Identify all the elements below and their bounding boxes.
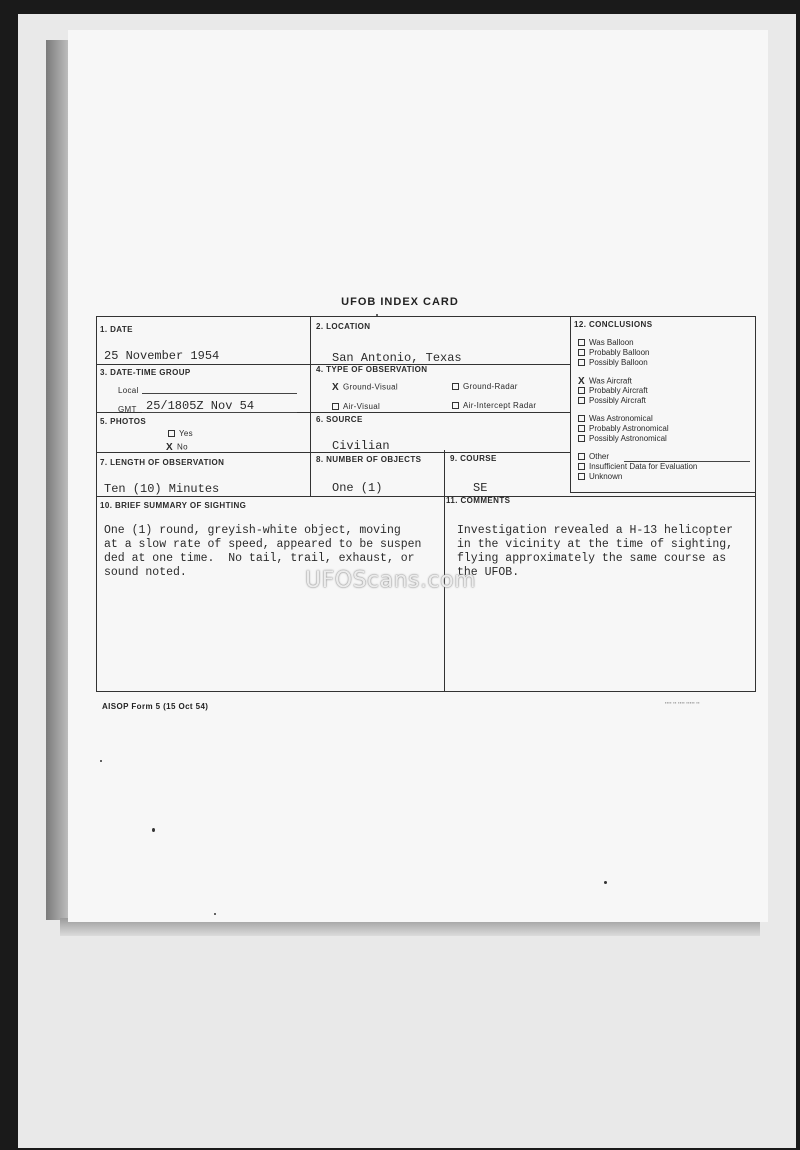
checkbox-icon [578,435,585,442]
conclusion-other: Other [578,452,609,461]
option-air-intercept-radar: Air-Intercept Radar [452,401,536,410]
checkbox-icon [578,339,585,346]
divider [310,316,311,496]
source-label: 6. SOURCE [316,415,363,424]
scan-speck [376,314,378,316]
conclusion-was-aircraft: X Was Aircraft [578,376,632,387]
checkbox-icon [332,403,339,410]
checkbox-icon [452,383,459,390]
scan-speck [152,828,155,832]
date-value: 25 November 1954 [104,349,220,363]
number-of-objects-label: 8. NUMBER OF OBJECTS [316,455,422,464]
conclusion-unknown: Unknown [578,472,622,481]
conclusion-probably-astronomical: Probably Astronomical [578,424,669,433]
scan-speck [214,913,216,915]
local-label: Local [118,386,139,395]
brief-summary-text: One (1) round, greyish-white object, moving at a slow rate of speed, appeared to be suspen ded at one time. No tail, trail, exhaust, or sound noted. [104,524,422,579]
checkmark-x-icon: X [166,442,173,453]
conclusion-possibly-balloon: Possibly Balloon [578,358,648,367]
conclusion-was-astronomical: Was Astronomical [578,414,653,423]
option-air-visual: Air-Visual [332,402,380,411]
gmt-label: GMT [118,405,137,414]
conclusions-label: 12. CONCLUSIONS [574,320,653,329]
date-time-group-label: 3. DATE-TIME GROUP [100,368,191,377]
location-label: 2. LOCATION [316,322,371,331]
form-id: AISOP Form 5 (15 Oct 54) [102,702,209,711]
local-line [142,393,297,394]
course-value: SE [473,481,488,495]
conclusion-possibly-aircraft: Possibly Aircraft [578,396,646,405]
scan-speck [604,881,607,884]
checkbox-icon [452,402,459,409]
checkmark-x-icon: X [578,376,585,387]
card-title: UFOB INDEX CARD [341,296,459,308]
date-label: 1. DATE [100,325,133,334]
gmt-value: 25/1805Z Nov 54 [146,399,255,413]
photos-label: 5. PHOTOS [100,417,147,426]
comments-text: Investigation revealed a H-13 helicopter in the vicinity at the time of sighting, flying approximately the same course as the UFOB. [457,524,734,579]
photos-option-yes: Yes [168,429,193,438]
checkbox-icon [578,397,585,404]
checkbox-icon [168,430,175,437]
brief-summary-label: 10. BRIEF SUMMARY OF SIGHTING [100,501,247,510]
checkbox-icon [578,425,585,432]
scan-speck [100,760,102,762]
checkbox-icon [578,415,585,422]
watermark: UFOScans.com [305,568,476,593]
course-label: 9. COURSE [450,454,497,463]
location-value: San Antonio, Texas [332,351,462,365]
length-of-observation-label: 7. LENGTH OF OBSERVATION [100,458,225,467]
option-ground-visual: X Ground-Visual [332,382,398,393]
length-of-observation-value: Ten (10) Minutes [104,482,220,496]
number-of-objects-value: One (1) [332,481,383,495]
checkbox-icon [578,359,585,366]
divider [570,316,571,492]
checkmark-x-icon: X [332,382,339,393]
checkbox-icon [578,463,585,470]
conclusion-probably-aircraft: Probably Aircraft [578,386,648,395]
conclusion-possibly-astronomical: Possibly Astronomical [578,434,667,443]
checkbox-icon [578,349,585,356]
type-of-observation-label: 4. TYPE OF OBSERVATION [316,365,428,374]
divider [96,496,756,497]
print-code-mark: ▪▪▪▪ ▪▪ ▪▪▪▪ ▪▪▪▪▪ ▪▪ [665,700,700,705]
source-value: Civilian [332,439,390,453]
checkbox-icon [578,453,585,460]
gmt-line [142,412,297,413]
photos-option-no: X No [166,442,188,453]
conclusion-insufficient-data: Insufficient Data for Evaluation [578,462,697,471]
comments-label: 11. COMMENTS [446,496,511,505]
conclusion-was-balloon: Was Balloon [578,338,634,347]
checkbox-icon [578,387,585,394]
option-ground-radar: Ground-Radar [452,382,518,391]
divider [570,492,756,493]
conclusion-probably-balloon: Probably Balloon [578,348,649,357]
checkbox-icon [578,473,585,480]
